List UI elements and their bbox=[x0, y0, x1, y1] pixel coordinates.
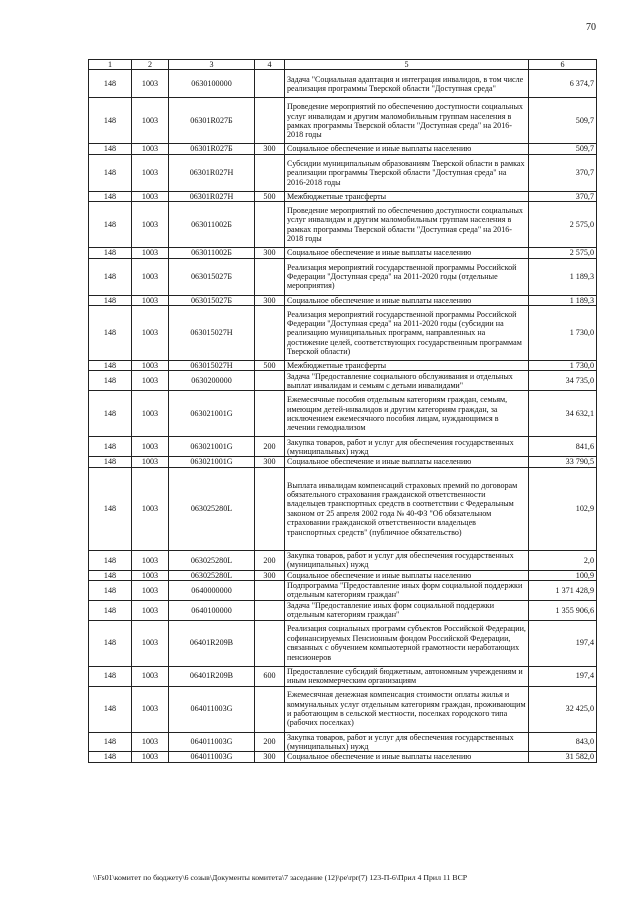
cell-section-code: 1003 bbox=[132, 154, 169, 191]
cell-expense-type bbox=[255, 154, 285, 191]
cell-ministry-code: 148 bbox=[89, 258, 132, 295]
cell-amount: 1 371 428,9 bbox=[529, 581, 597, 601]
cell-amount: 33 790,5 bbox=[529, 457, 597, 467]
cell-ministry-code: 148 bbox=[89, 732, 132, 752]
table-row bbox=[89, 191, 597, 201]
cell-section-code: 1003 bbox=[132, 191, 169, 201]
column-header-6: 6 bbox=[529, 60, 597, 70]
cell-expense-type: 300 bbox=[255, 570, 285, 580]
table-row bbox=[89, 666, 597, 686]
cell-description: Закупка товаров, работ и услуг для обеспечения государственных (муниципальных) нужд bbox=[285, 437, 529, 457]
cell-ministry-code: 148 bbox=[89, 361, 132, 371]
cell-ministry-code: 148 bbox=[89, 154, 132, 191]
cell-ministry-code: 148 bbox=[89, 570, 132, 580]
cell-description: Субсидии муниципальным образованиям Тверской области в рамках реализации программы Тверской области "Доступная среда" на 2016-2018 годы bbox=[285, 154, 529, 191]
cell-description: Выплата инвалидам компенсаций страховых премий по договорам обязательного страхования гражданской ответственности владельцев транспортных средств в соответствии с Федеральным законом от 25 апреля 2002 года № 40-ФЗ "Об обязательном страховании гражданской ответственности владельцев транспортных средств" (публичное обязательство) bbox=[285, 467, 529, 550]
cell-target-article: 063015027Б bbox=[169, 258, 255, 295]
cell-description: Реализация социальных программ субъектов Российской Федерации, софинансируемых Пенсионным фондом Российской Федерации, связанных с обучением компьютерной грамотности неработающих пенсионеров bbox=[285, 620, 529, 666]
cell-section-code: 1003 bbox=[132, 248, 169, 258]
cell-target-article: 06301R027Н bbox=[169, 191, 255, 201]
table-row bbox=[89, 686, 597, 732]
table-body bbox=[89, 70, 597, 762]
table-row bbox=[89, 306, 597, 361]
cell-description: Проведение мероприятий по обеспечению доступности социальных услуг инвалидам и другим маломобильным группам населения в рамках программы Тверской области "Доступная среда" на 2016-2018 годы bbox=[285, 202, 529, 248]
cell-description: Подпрограмма "Предоставление иных форм социальной поддержки отдельным категориям граждан" bbox=[285, 581, 529, 601]
cell-ministry-code: 148 bbox=[89, 248, 132, 258]
table-row bbox=[89, 391, 597, 437]
cell-section-code: 1003 bbox=[132, 550, 169, 570]
cell-expense-type bbox=[255, 620, 285, 666]
table-row bbox=[89, 248, 597, 258]
column-header-3: 3 bbox=[169, 60, 255, 70]
table-row bbox=[89, 361, 597, 371]
cell-description: Межбюджетные трансферты bbox=[285, 361, 529, 371]
cell-amount: 32 425,0 bbox=[529, 686, 597, 732]
cell-ministry-code: 148 bbox=[89, 666, 132, 686]
cell-amount: 2,0 bbox=[529, 550, 597, 570]
cell-amount: 841,6 bbox=[529, 437, 597, 457]
cell-ministry-code: 148 bbox=[89, 295, 132, 305]
cell-target-article: 064011003G bbox=[169, 752, 255, 762]
cell-description: Реализация мероприятий государственной программы Российской Федерации "Доступная среда" на 2011-2020 годы (отдельные мероприятия) bbox=[285, 258, 529, 295]
cell-expense-type bbox=[255, 391, 285, 437]
column-header-1: 1 bbox=[89, 60, 132, 70]
cell-description: Реализация мероприятий государственной программы Российской Федерации "Доступная среда" на 2011-2020 годы (субсидии на реализацию муниципальных программ, направленных на достижение целей, соответствующих государственным программам Тверской области) bbox=[285, 306, 529, 361]
cell-target-article: 063011002Б bbox=[169, 248, 255, 258]
cell-expense-type bbox=[255, 202, 285, 248]
cell-description: Задача "Предоставление иных форм социальной поддержки отдельным категориям граждан" bbox=[285, 600, 529, 620]
cell-amount: 370,7 bbox=[529, 191, 597, 201]
cell-description: Межбюджетные трансферты bbox=[285, 191, 529, 201]
cell-target-article: 063021001G bbox=[169, 437, 255, 457]
column-header-2: 2 bbox=[132, 60, 169, 70]
cell-ministry-code: 148 bbox=[89, 98, 132, 144]
cell-expense-type: 300 bbox=[255, 248, 285, 258]
table-row bbox=[89, 752, 597, 762]
cell-expense-type: 200 bbox=[255, 732, 285, 752]
cell-description: Ежемесячные пособия отдельным категориям граждан, семьям, имеющим детей-инвалидов и другим категориям граждан, за исключением ежемесячного пособия лицам, нуждающимся в лечении гемодиализом bbox=[285, 391, 529, 437]
cell-ministry-code: 148 bbox=[89, 620, 132, 666]
cell-amount: 6 374,7 bbox=[529, 70, 597, 98]
column-header-4: 4 bbox=[255, 60, 285, 70]
cell-ministry-code: 148 bbox=[89, 202, 132, 248]
cell-description: Социальное обеспечение и иные выплаты населению bbox=[285, 144, 529, 154]
cell-description: Социальное обеспечение и иные выплаты населению bbox=[285, 295, 529, 305]
cell-target-article: 0630100000 bbox=[169, 70, 255, 98]
cell-section-code: 1003 bbox=[132, 70, 169, 98]
cell-expense-type: 500 bbox=[255, 361, 285, 371]
cell-amount: 34 735,0 bbox=[529, 371, 597, 391]
cell-amount: 197,4 bbox=[529, 620, 597, 666]
cell-section-code: 1003 bbox=[132, 144, 169, 154]
cell-target-article: 0640000000 bbox=[169, 581, 255, 601]
cell-expense-type bbox=[255, 306, 285, 361]
cell-target-article: 06401R209В bbox=[169, 666, 255, 686]
cell-target-article: 06301R027Б bbox=[169, 144, 255, 154]
cell-expense-type bbox=[255, 371, 285, 391]
cell-target-article: 0630200000 bbox=[169, 371, 255, 391]
cell-description: Социальное обеспечение и иные выплаты населению bbox=[285, 457, 529, 467]
cell-expense-type: 200 bbox=[255, 550, 285, 570]
table-row bbox=[89, 457, 597, 467]
table-row bbox=[89, 154, 597, 191]
table-row bbox=[89, 371, 597, 391]
cell-ministry-code: 148 bbox=[89, 391, 132, 437]
table-row bbox=[89, 550, 597, 570]
page-number: 70 bbox=[586, 22, 596, 33]
cell-amount: 1 189,3 bbox=[529, 295, 597, 305]
cell-amount: 509,7 bbox=[529, 144, 597, 154]
table-row bbox=[89, 600, 597, 620]
cell-section-code: 1003 bbox=[132, 620, 169, 666]
cell-section-code: 1003 bbox=[132, 666, 169, 686]
cell-expense-type: 300 bbox=[255, 752, 285, 762]
cell-target-article: 063025280L bbox=[169, 550, 255, 570]
cell-ministry-code: 148 bbox=[89, 752, 132, 762]
cell-ministry-code: 148 bbox=[89, 600, 132, 620]
cell-target-article: 064011003G bbox=[169, 686, 255, 732]
footer-file-path: \\Fs01\комитет по бюджету\6 созыв\Документы комитета\7 заседание (12)\pe\rpr(7) 123-П-6\Прил 4 Прил 11 ВСР bbox=[93, 873, 468, 882]
cell-amount: 509,7 bbox=[529, 98, 597, 144]
cell-expense-type: 600 bbox=[255, 666, 285, 686]
cell-target-article: 063015027Б bbox=[169, 295, 255, 305]
cell-amount: 1 355 906,6 bbox=[529, 600, 597, 620]
cell-section-code: 1003 bbox=[132, 686, 169, 732]
cell-section-code: 1003 bbox=[132, 467, 169, 550]
cell-ministry-code: 148 bbox=[89, 581, 132, 601]
cell-ministry-code: 148 bbox=[89, 70, 132, 98]
table-row bbox=[89, 570, 597, 580]
cell-ministry-code: 148 bbox=[89, 457, 132, 467]
cell-ministry-code: 148 bbox=[89, 144, 132, 154]
table-row bbox=[89, 581, 597, 601]
cell-section-code: 1003 bbox=[132, 295, 169, 305]
cell-amount: 31 582,0 bbox=[529, 752, 597, 762]
cell-target-article: 0640100000 bbox=[169, 600, 255, 620]
cell-section-code: 1003 bbox=[132, 258, 169, 295]
table-row bbox=[89, 732, 597, 752]
cell-ministry-code: 148 bbox=[89, 191, 132, 201]
cell-target-article: 063025280L bbox=[169, 570, 255, 580]
table-row bbox=[89, 620, 597, 666]
cell-target-article: 06301R027Б bbox=[169, 98, 255, 144]
table-row bbox=[89, 437, 597, 457]
cell-target-article: 063015027Н bbox=[169, 306, 255, 361]
cell-amount: 34 632,1 bbox=[529, 391, 597, 437]
cell-section-code: 1003 bbox=[132, 457, 169, 467]
table-row bbox=[89, 144, 597, 154]
cell-section-code: 1003 bbox=[132, 202, 169, 248]
table-row bbox=[89, 467, 597, 550]
table-row bbox=[89, 202, 597, 248]
cell-target-article: 063015027Н bbox=[169, 361, 255, 371]
cell-target-article: 06301R027Н bbox=[169, 154, 255, 191]
cell-expense-type bbox=[255, 600, 285, 620]
cell-expense-type: 200 bbox=[255, 437, 285, 457]
cell-ministry-code: 148 bbox=[89, 371, 132, 391]
cell-section-code: 1003 bbox=[132, 732, 169, 752]
cell-amount: 370,7 bbox=[529, 154, 597, 191]
cell-expense-type bbox=[255, 467, 285, 550]
cell-target-article: 064011003G bbox=[169, 732, 255, 752]
cell-expense-type: 300 bbox=[255, 144, 285, 154]
cell-section-code: 1003 bbox=[132, 98, 169, 144]
cell-description: Социальное обеспечение и иные выплаты населению bbox=[285, 248, 529, 258]
cell-description: Закупка товаров, работ и услуг для обеспечения государственных (муниципальных) нужд bbox=[285, 550, 529, 570]
cell-section-code: 1003 bbox=[132, 437, 169, 457]
cell-description: Проведение мероприятий по обеспечению доступности социальных услуг инвалидам и другим маломобильным группам населения в рамках программы Тверской области "Доступная среда" на 2016-2018 годы bbox=[285, 98, 529, 144]
cell-amount: 1 730,0 bbox=[529, 306, 597, 361]
cell-section-code: 1003 bbox=[132, 371, 169, 391]
cell-section-code: 1003 bbox=[132, 581, 169, 601]
cell-description: Закупка товаров, работ и услуг для обеспечения государственных (муниципальных) нужд bbox=[285, 732, 529, 752]
cell-description: Социальное обеспечение и иные выплаты населению bbox=[285, 570, 529, 580]
cell-ministry-code: 148 bbox=[89, 686, 132, 732]
cell-expense-type: 300 bbox=[255, 457, 285, 467]
cell-expense-type bbox=[255, 258, 285, 295]
cell-target-article: 063011002Б bbox=[169, 202, 255, 248]
cell-target-article: 063021001G bbox=[169, 457, 255, 467]
cell-amount: 197,4 bbox=[529, 666, 597, 686]
cell-amount: 1 189,3 bbox=[529, 258, 597, 295]
cell-description: Задача "Предоставление социального обслуживания и отдельных выплат инвалидам и семьям с детьми инвалидами" bbox=[285, 371, 529, 391]
cell-section-code: 1003 bbox=[132, 306, 169, 361]
table-header bbox=[89, 60, 597, 70]
cell-amount: 843,0 bbox=[529, 732, 597, 752]
cell-section-code: 1003 bbox=[132, 391, 169, 437]
cell-expense-type bbox=[255, 70, 285, 98]
cell-ministry-code: 148 bbox=[89, 437, 132, 457]
cell-amount: 1 730,0 bbox=[529, 361, 597, 371]
cell-expense-type bbox=[255, 581, 285, 601]
cell-description: Предоставление субсидий бюджетным, автономным учреждениям и иным некоммерческим организациям bbox=[285, 666, 529, 686]
cell-target-article: 06401R209В bbox=[169, 620, 255, 666]
cell-target-article: 063021001G bbox=[169, 391, 255, 437]
table-row bbox=[89, 98, 597, 144]
table-row bbox=[89, 295, 597, 305]
header-row bbox=[89, 60, 597, 70]
cell-section-code: 1003 bbox=[132, 570, 169, 580]
cell-ministry-code: 148 bbox=[89, 306, 132, 361]
cell-section-code: 1003 bbox=[132, 600, 169, 620]
cell-amount: 2 575,0 bbox=[529, 202, 597, 248]
cell-amount: 2 575,0 bbox=[529, 248, 597, 258]
cell-description: Социальное обеспечение и иные выплаты населению bbox=[285, 752, 529, 762]
cell-amount: 102,9 bbox=[529, 467, 597, 550]
cell-amount: 100,9 bbox=[529, 570, 597, 580]
budget-table bbox=[88, 59, 597, 763]
cell-target-article: 063025280L bbox=[169, 467, 255, 550]
cell-expense-type bbox=[255, 98, 285, 144]
cell-expense-type: 500 bbox=[255, 191, 285, 201]
cell-section-code: 1003 bbox=[132, 752, 169, 762]
cell-description: Ежемесячная денежная компенсация стоимости оплаты жилья и коммунальных услуг отдельным категориям граждан, проживающим и работающим в сельской местности, поселках городского типа (рабочих поселках) bbox=[285, 686, 529, 732]
table-row bbox=[89, 258, 597, 295]
cell-description: Задача "Социальная адаптация и интеграция инвалидов, в том числе реализация программы Тверской области "Доступная среда" bbox=[285, 70, 529, 98]
column-header-5: 5 bbox=[285, 60, 529, 70]
cell-expense-type: 300 bbox=[255, 295, 285, 305]
cell-expense-type bbox=[255, 686, 285, 732]
cell-ministry-code: 148 bbox=[89, 467, 132, 550]
cell-ministry-code: 148 bbox=[89, 550, 132, 570]
cell-section-code: 1003 bbox=[132, 361, 169, 371]
table-row bbox=[89, 70, 597, 98]
